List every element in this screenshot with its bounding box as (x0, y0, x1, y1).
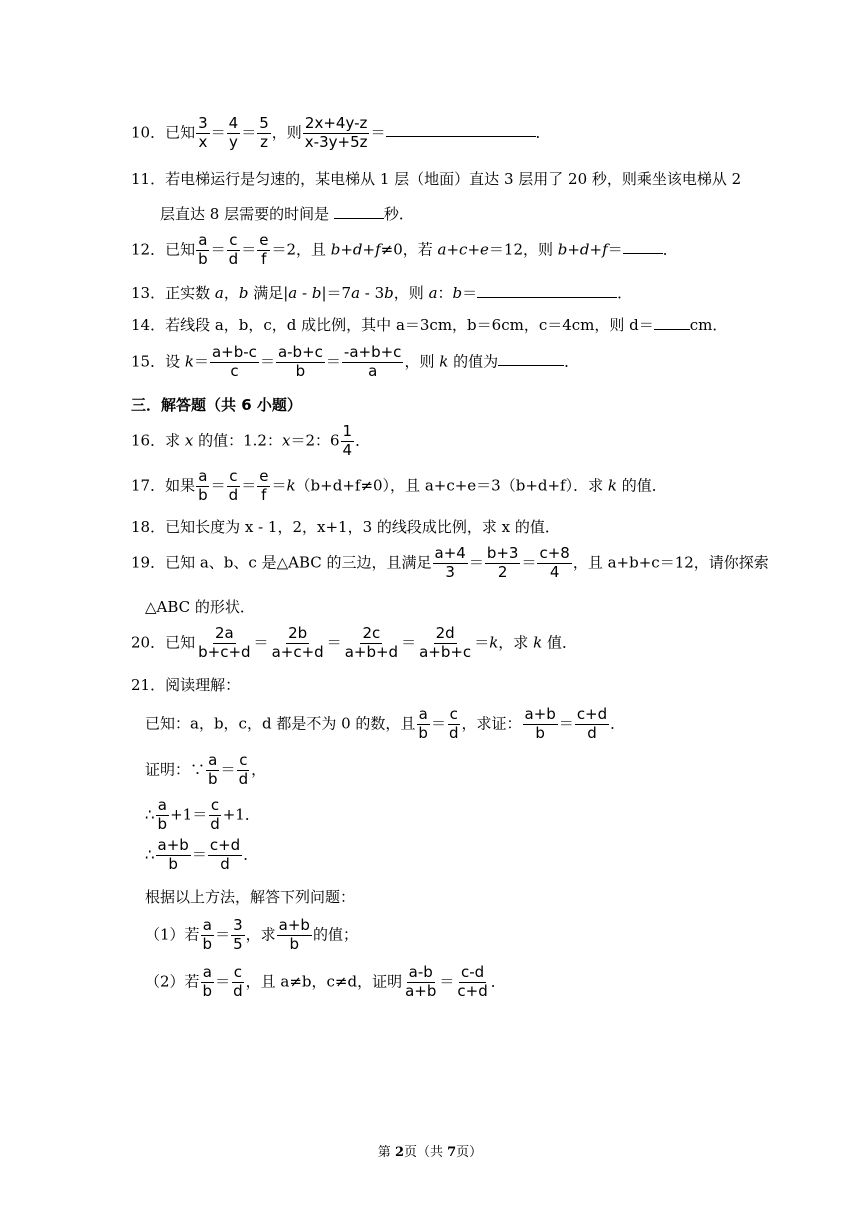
fraction (208, 798, 222, 833)
text: 第 (377, 1145, 395, 1160)
denominator: b (198, 485, 208, 504)
var: k (184, 352, 194, 371)
text: ． (535, 123, 551, 142)
fraction (276, 345, 325, 380)
text: ＝ (271, 476, 287, 495)
denominator: y (229, 132, 238, 151)
text: 阅读理解： (165, 676, 241, 694)
numerator: a (157, 796, 167, 814)
fraction (447, 707, 461, 742)
fraction (201, 965, 215, 1000)
fraction (208, 838, 242, 873)
section-heading: 三．解答题（共 6 小题） (131, 396, 302, 414)
question-number: 13． (131, 284, 166, 302)
equals: ＝ (325, 352, 341, 371)
question-number: 11． (131, 170, 166, 188)
text: ． (662, 240, 678, 259)
numerator: c (449, 705, 458, 723)
text: 设 (165, 352, 185, 371)
numerator: a+b (157, 836, 189, 854)
question-number: 20． (131, 633, 166, 652)
numerator: a (418, 705, 428, 723)
text: +1＝ (170, 805, 208, 824)
text: （2）若 (145, 972, 200, 991)
equals: ＝ (259, 352, 275, 371)
text: ＝ (607, 240, 623, 259)
fraction (416, 707, 430, 742)
question-number: 19． (131, 553, 166, 572)
numerator: e (259, 231, 269, 249)
text: 秒． (383, 205, 414, 223)
text: ，求 (245, 925, 276, 944)
var: b+d+f (557, 240, 608, 259)
denominator: d (228, 485, 239, 504)
fraction (341, 424, 355, 459)
numerator: b+3 (486, 544, 519, 562)
fraction (206, 753, 220, 788)
fraction (342, 345, 404, 380)
equals: ＝ (193, 352, 209, 371)
text: ，且 a+b+c＝12，请你探索 (572, 553, 769, 572)
denominator: f (261, 485, 267, 504)
numerator: a+b (524, 705, 556, 723)
text: 已知长度为 x - 1，2，x+1，3 的线段成比例，求 x 的值． (165, 518, 560, 536)
equals: ＝ (253, 633, 269, 652)
text: 根据以上方法，解答下列问题： (145, 888, 356, 906)
fraction (537, 546, 571, 581)
numerator: a-b+c (277, 343, 323, 361)
text: 已知 a、b、c 是△ABC 的三边，且满足 (165, 553, 432, 572)
text: +1． (222, 805, 260, 824)
fraction (196, 233, 210, 268)
question-number: 16． (131, 431, 166, 450)
text: 的值． (616, 476, 667, 495)
denominator: 2 (497, 562, 508, 581)
numerator: 2a (214, 624, 234, 642)
numerator: a (202, 963, 212, 981)
numerator: c+d (576, 705, 608, 723)
numerator: c (210, 796, 220, 814)
numerator: a+b (278, 916, 310, 934)
numerator: c (233, 963, 242, 981)
var: a (351, 284, 361, 302)
var: k (489, 633, 499, 652)
text: |＝7 (321, 284, 352, 302)
text: - 3 (360, 284, 385, 302)
fraction (575, 707, 609, 742)
text: ，则 (271, 123, 302, 142)
text: ∴ (145, 845, 155, 864)
text: 若线段 a，b，c，d 成比例，其中 a＝3cm，b＝6cm，c＝4cm，则 d＝ (165, 316, 654, 334)
denominator: c+d (457, 981, 488, 1000)
text: ，则 (404, 352, 440, 371)
question-16 (131, 424, 370, 459)
answer-blank[interactable] (386, 122, 536, 137)
question-15 (131, 345, 579, 380)
fraction (231, 965, 245, 1000)
answer-blank[interactable] (623, 239, 663, 254)
denominator: x (198, 132, 208, 151)
fraction (343, 626, 400, 661)
denominator: 4 (342, 440, 353, 459)
text: 的值为 (448, 352, 499, 371)
fraction (523, 707, 558, 742)
denominator: b (535, 723, 545, 742)
q21-method (145, 886, 355, 907)
answer-blank[interactable] (334, 204, 384, 219)
equals: ＝ (468, 553, 484, 572)
denominator: b+c+d (198, 642, 251, 661)
var: b (311, 284, 322, 302)
denominator: b (168, 854, 178, 873)
answer-blank[interactable] (477, 283, 617, 298)
question-number: 18． (131, 518, 166, 536)
question-19-line-2 (145, 596, 255, 617)
question-11 (131, 168, 741, 189)
page-total: 7 (447, 1145, 457, 1160)
text: ＝2，且 (271, 240, 331, 259)
fraction (485, 546, 521, 581)
numerator: a (198, 231, 208, 249)
var: a (214, 284, 224, 302)
numerator: a (202, 916, 212, 934)
denominator: a+b (405, 981, 437, 1000)
fraction (156, 798, 170, 833)
text: 已知：a，b，c，d 都是不为 0 的数，且 (145, 714, 416, 733)
numerator: -a+b+c (343, 343, 402, 361)
text: ． (490, 972, 506, 991)
equals: ＝ (558, 714, 574, 733)
fraction (227, 233, 241, 268)
denominator: d (210, 814, 220, 833)
numerator: a+4 (434, 544, 466, 562)
numerator: c (239, 751, 248, 769)
text: ，且 a≠b，c≠d，证明 (245, 972, 403, 991)
denominator: b (157, 814, 168, 833)
fraction (433, 546, 468, 581)
text: 值． (542, 633, 577, 652)
equals: ＝ (210, 476, 226, 495)
text: ． (564, 352, 580, 371)
question-13 (131, 282, 632, 303)
question-17 (131, 469, 667, 504)
denominator: a+b+d (344, 642, 399, 661)
numerator: 2x+4y-z (304, 114, 368, 132)
numerator: 3 (233, 916, 243, 934)
denominator: a+b+c (419, 642, 472, 661)
denominator: 3 (445, 562, 455, 581)
text: - (297, 284, 312, 302)
text: ≠0，若 (380, 240, 438, 259)
fraction (257, 233, 270, 268)
text: 满足| (248, 284, 289, 302)
var: b (238, 284, 249, 302)
text: 的值； (312, 925, 358, 944)
var: x (184, 431, 194, 450)
denominator: b (295, 361, 306, 380)
text: （b+d+f≠0），且 a+c+e＝3（b+d+f）．求 (295, 476, 608, 495)
var: a+c+e (437, 240, 489, 259)
text: ： (437, 284, 453, 302)
fraction (227, 116, 241, 151)
question-number: 14． (131, 316, 166, 334)
numerator: c-d (460, 963, 485, 981)
text: 的值：1.2： (193, 431, 282, 450)
numerator: c (229, 231, 238, 249)
denominator: b (208, 769, 218, 788)
text: ＝12，则 (488, 240, 558, 259)
text: ． (617, 284, 633, 302)
equals: ＝ (521, 553, 537, 572)
text: ＝2：6 (290, 431, 340, 450)
fraction (196, 626, 252, 661)
text: cm． (689, 316, 728, 334)
numerator: 5 (259, 114, 269, 132)
var: b+d+f (330, 240, 381, 259)
denominator: b (418, 723, 428, 742)
numerator: a-b (408, 963, 433, 981)
var: k (533, 633, 543, 652)
question-20 (131, 626, 577, 661)
fraction (455, 965, 489, 1000)
question-number: 15． (131, 352, 166, 371)
text: 已知 (165, 123, 196, 142)
denominator: b (202, 981, 213, 1000)
text: ，则 (393, 284, 429, 302)
fraction (201, 918, 215, 953)
equals: ＝ (241, 476, 257, 495)
denominator: z (260, 132, 268, 151)
fraction (270, 626, 326, 661)
numerator: c+d (209, 836, 241, 854)
fraction (403, 965, 438, 1000)
fraction (156, 838, 191, 873)
denominator: x-3y+5z (304, 132, 368, 151)
fraction (303, 116, 370, 151)
text: （1）若 (145, 925, 200, 944)
fraction (231, 918, 245, 953)
equals: ＝ (439, 972, 455, 991)
fraction (210, 345, 259, 380)
fraction (196, 469, 210, 504)
equals: ＝ (430, 714, 446, 733)
text: 若电梯运行是匀速的，某电梯从 1 层（地面）直达 3 层用了 20 秒，则乘坐该电梯从 2 (165, 170, 742, 188)
denominator: 5 (233, 934, 243, 953)
text: ． (243, 845, 259, 864)
numerator: 3 (198, 114, 208, 132)
question-14 (131, 314, 727, 335)
var: x (281, 431, 291, 450)
var: k (439, 352, 449, 371)
text: 证明：∵ (145, 760, 206, 779)
denominator: c (230, 361, 239, 380)
fraction (257, 116, 271, 151)
question-11-line-2 (160, 203, 414, 224)
q21-part-2 (145, 965, 506, 1000)
denominator: b (198, 249, 208, 268)
q21-known (145, 707, 625, 742)
equals: ＝ (210, 123, 226, 142)
text: ＝ (462, 284, 478, 302)
fraction (237, 753, 251, 788)
question-12 (131, 233, 678, 268)
equals: ＝ (210, 240, 226, 259)
text: 求 (165, 431, 185, 450)
denominator: d (233, 981, 243, 1000)
page-footer (0, 1141, 860, 1160)
q21-step-3 (145, 838, 258, 873)
denominator: a+c+d (271, 642, 324, 661)
text: 如果 (165, 476, 196, 495)
q21-step-2 (145, 798, 260, 833)
text: 已知 (165, 240, 196, 259)
denominator: d (448, 723, 459, 742)
numerator: c+8 (539, 544, 570, 562)
numerator: 1 (342, 422, 353, 440)
numerator: a+b-c (211, 343, 257, 361)
text: 已知 (165, 633, 196, 652)
question-number: 17． (131, 476, 166, 495)
denominator: f (261, 249, 267, 268)
answer-blank[interactable] (498, 351, 564, 366)
text: ， (251, 760, 267, 779)
text: ． (610, 714, 626, 733)
var: b (384, 284, 394, 302)
var: k (607, 476, 617, 495)
text: ． (355, 431, 371, 450)
numerator: 4 (228, 114, 239, 132)
question-number: 12． (131, 240, 166, 259)
equals: ＝ (401, 633, 417, 652)
fraction (196, 116, 210, 151)
text: 层直达 8 层需要的时间是 (160, 205, 330, 223)
equals: ＝ (241, 240, 257, 259)
numerator: a (198, 467, 208, 485)
text: 页） (456, 1145, 483, 1160)
text: ∴ (145, 805, 155, 824)
denominator: 4 (549, 562, 560, 581)
equals: ＝ (370, 123, 386, 142)
fraction (227, 469, 241, 504)
text: ＝ (474, 633, 490, 652)
numerator: 2c (362, 624, 381, 642)
fraction (417, 626, 473, 661)
denominator: a (368, 361, 378, 380)
text: ， (223, 284, 239, 302)
equals: ＝ (326, 633, 342, 652)
fraction (257, 469, 270, 504)
denominator: d (220, 854, 230, 873)
numerator: 2d (435, 624, 455, 642)
page-number: 2 (394, 1145, 404, 1160)
q21-part-1 (145, 918, 358, 953)
question-number: 10． (131, 123, 166, 142)
denominator: d (228, 249, 239, 268)
var: b (452, 284, 463, 302)
equals: ＝ (191, 845, 207, 864)
var: a (288, 284, 298, 302)
numerator: 2b (288, 624, 308, 642)
numerator: a (208, 751, 218, 769)
question-number: 21． (131, 676, 166, 694)
equals: ＝ (241, 123, 257, 142)
denominator: b (202, 934, 213, 953)
text: ，求证： (461, 714, 522, 733)
question-18 (131, 516, 560, 537)
answer-blank[interactable] (654, 315, 690, 330)
var: a (428, 284, 438, 302)
text: 页（共 (403, 1145, 448, 1160)
text: △ABC 的形状． (145, 598, 255, 616)
denominator: d (238, 769, 249, 788)
q21-proof (145, 753, 266, 788)
question-19 (131, 546, 769, 581)
question-10 (131, 116, 551, 151)
text: ，求 (498, 633, 534, 652)
text: 正实数 (165, 284, 215, 302)
denominator: d (587, 723, 597, 742)
equals: ＝ (215, 972, 231, 991)
equals: ＝ (220, 760, 236, 779)
numerator: c (229, 467, 238, 485)
fraction (277, 918, 312, 953)
equals: ＝ (215, 925, 231, 944)
question-21 (131, 674, 240, 695)
numerator: e (259, 467, 269, 485)
denominator: b (289, 934, 300, 953)
var: k (286, 476, 296, 495)
